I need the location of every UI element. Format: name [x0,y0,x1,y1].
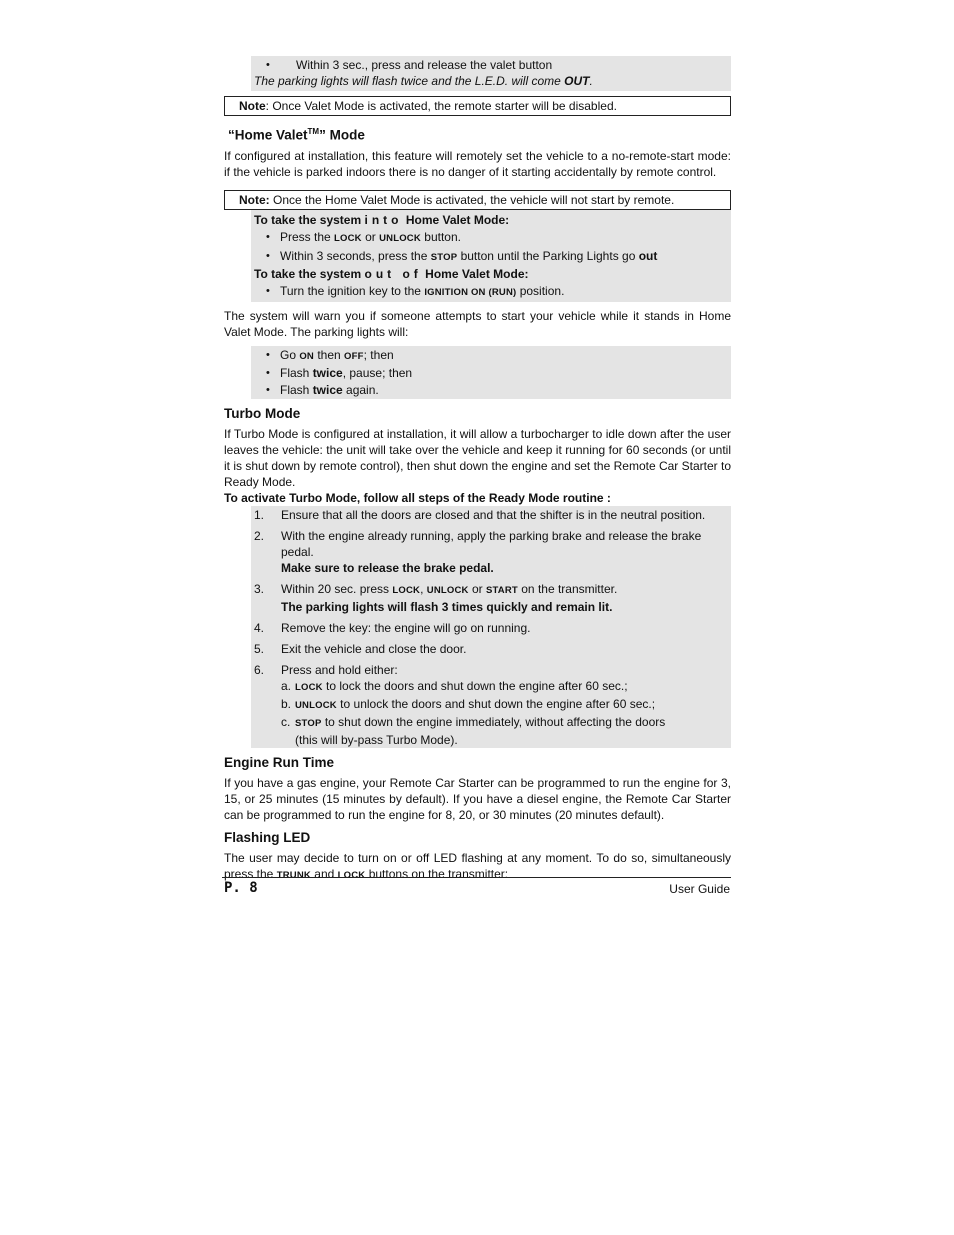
into-b1-a: Press the [280,229,335,244]
into-title-a: To take the system [254,212,365,227]
turbo-para: If Turbo Mode is configured at installation, it will allow a turbocharger to idle down after the user leaves the vehicle: the unit will take over the vehicle and keep it running for 60 seconds (or until it is shut down by remote control), then shut down the engine and set the Remote Car Starter to Ready Mode. [224,426,731,489]
led-para [224,850,731,884]
step-3-comma: , [420,581,427,596]
step-2-bold: Make sure to release the brake pedal. [281,560,494,575]
out-b1-a: Turn the ignition key to the [280,283,425,298]
turbo-step-2 [254,528,727,576]
warn-b3-end: again. [342,382,379,397]
stop-key-label: STOP [430,251,458,263]
valet-steps-box [251,56,731,91]
into-title-c: Home Valet Mode: [402,212,510,227]
ignition-on-label: IGNITION ON (RUN) [424,286,517,298]
unlock-key-label: UNLOCK [295,699,337,711]
out-title-b: out of [364,266,422,281]
step-2-main: With the engine already running, apply the parking brake and release the brake pedal. [281,528,702,559]
step-text [281,581,727,615]
turbo-step-5 [254,641,727,657]
step-6-option-a [281,678,727,696]
into-bullet-1 [254,229,727,247]
turbo-activate: To activate Turbo Mode, follow all steps of the Ready Mode routine : [224,490,611,505]
lock-key-label: LOCK [392,584,421,596]
warn-b1-b: then [314,347,345,362]
home-valet-steps-box [251,210,731,302]
turbo-steps-box [251,506,731,748]
step-text: Remove the key: the engine will go on running. [281,620,531,635]
step-6-option-b [281,696,727,714]
warn-b3-a: Flash [280,382,313,397]
footer-rule [222,877,731,878]
option-text: to shut down the engine immediately, without affecting the doors [321,714,666,729]
option-text: to lock the doors and shut down the engine after 60 sec.; [322,678,628,693]
warn-bullet-1 [254,347,727,365]
step-text [281,528,727,576]
warn-para: The system will warn you if someone attempts to start your vehicle while it stands in Home Valet Mode. The parking lights will: [224,308,731,339]
option-text: to unlock the doors and shut down the engine after 60 sec.; [336,696,656,711]
into-bullet-2 [254,248,727,266]
into-b1-or: or [361,229,380,244]
into-b2-out: out [638,248,658,263]
step-3-end: on the transmitter. [517,581,618,596]
into-b2-a: Within 3 seconds, press the [280,248,431,263]
note-home-valet [224,190,731,210]
warn-b3-bold: twice [312,382,343,397]
into-b2-b: button until the Parking Lights go [457,248,639,263]
turbo-step-4 [254,620,727,636]
note-text: : Once Valet Mode is activated, the remote starter will be disabled. [265,99,617,113]
note-text: Once the Home Valet Mode is activated, the vehicle will not start by remote. [269,192,675,207]
step-6-option-c-cont: (this will by-pass Turbo Mode). [295,732,458,747]
home-valet-heading [228,123,731,145]
out-bullet-1 [254,283,727,301]
out-title-c: Home Valet Mode: [421,266,529,281]
step-text: Exit the vehicle and close the door. [281,641,467,656]
warn-b1-end: ; then [363,347,394,362]
step-number: 2. [254,528,265,543]
step-3-a: Within 20 sec. press [281,581,393,596]
step-3-bold: The parking lights will flash 3 times quickly and remain lit. [281,599,613,614]
off-label: OFF [344,350,364,362]
warn-bullets-box [251,346,731,399]
step-text [281,662,727,748]
note-label: Note: [239,192,270,207]
note-valet [224,96,731,116]
out-b1-end: position. [516,283,565,298]
valet-flash-end: . [589,74,593,88]
out-title [254,266,727,283]
turbo-step-6 [254,662,727,748]
home-valet-heading-pre: “Home Valet [228,127,308,143]
warn-b2-end: , pause; then [342,365,413,380]
unlock-key-label: UNLOCK [379,232,421,244]
step-number: 4. [254,620,265,635]
note-label: Note [239,99,266,113]
page-body [224,56,731,884]
led-heading: Flashing LED [224,829,311,845]
trademark-mark: TM [307,127,320,136]
step-6-option-c [281,714,727,732]
unlock-key-label: UNLOCK [426,584,469,596]
start-key-label: START [485,584,518,596]
engine-para: If you have a gas engine, your Remote Car Starter can be programmed to run the engine for 3, 15, or 25 minutes (15 minutes by default). If you have a diesel engine, the Remote Car Starter can be programmed to run the engine for 8, 20, or 30 minutes (20 minutes default). [224,775,731,822]
valet-flash-text [254,73,727,89]
led-para-end: buttons on the transmitter: [365,866,509,881]
step-6-main: Press and hold either: [281,662,398,677]
warn-bullet-3 [254,382,727,399]
warn-b2-bold: twice [312,365,343,380]
out-title-a: To take the system [254,266,365,281]
home-valet-heading-post: ” Mode [319,127,365,143]
warn-bullet-2 [254,365,727,382]
footer-title: User Guide [669,882,730,896]
valet-flash-bold: OUT [564,74,590,88]
led-para-and: and [310,866,338,881]
warn-b1-a: Go [280,347,300,362]
valet-bullet-text: Within 3 sec., press and release the valet button [296,58,553,72]
on-label: ON [299,350,314,362]
step-number: 6. [254,662,265,677]
home-valet-para: If configured at installation, this feature will remotely set the vehicle to a no-remote-start mode: if the vehicle is parked indoors there is no danger of it starting accidentally by remote control. [224,148,731,179]
warn-b2-a: Flash [280,365,313,380]
valet-flash-main: The parking lights will flash twice and the L.E.D. will come [254,74,565,88]
option-letter: b. [281,696,292,711]
lock-key-label: LOCK [337,869,366,881]
turbo-heading: Turbo Mode [224,405,301,421]
engine-heading: Engine Run Time [224,754,335,770]
turbo-step-3 [254,581,727,615]
stop-key-label: STOP [295,717,322,729]
turbo-step-1 [254,507,727,523]
into-title [254,212,727,229]
valet-bullet [254,57,727,73]
step-number: 1. [254,507,265,522]
into-title-b: into [364,212,403,227]
led-para-a: The user may decide to turn on or off LED flashing at any moment. To do so, simultaneously press the [224,850,731,881]
step-text: Ensure that all the doors are closed and that the shifter is in the neutral position. [281,507,706,522]
lock-key-label: LOCK [334,232,362,244]
step-number: 5. [254,641,265,656]
step-3-or: or [468,581,486,596]
into-b1-end: button. [420,229,461,244]
step-number: 3. [254,581,265,596]
trunk-key-label: TRUNK [276,869,311,881]
option-letter: a. [281,678,292,693]
option-letter: c. [281,714,291,729]
lock-key-label: LOCK [295,681,323,693]
page-number: P. 8 [224,880,258,896]
